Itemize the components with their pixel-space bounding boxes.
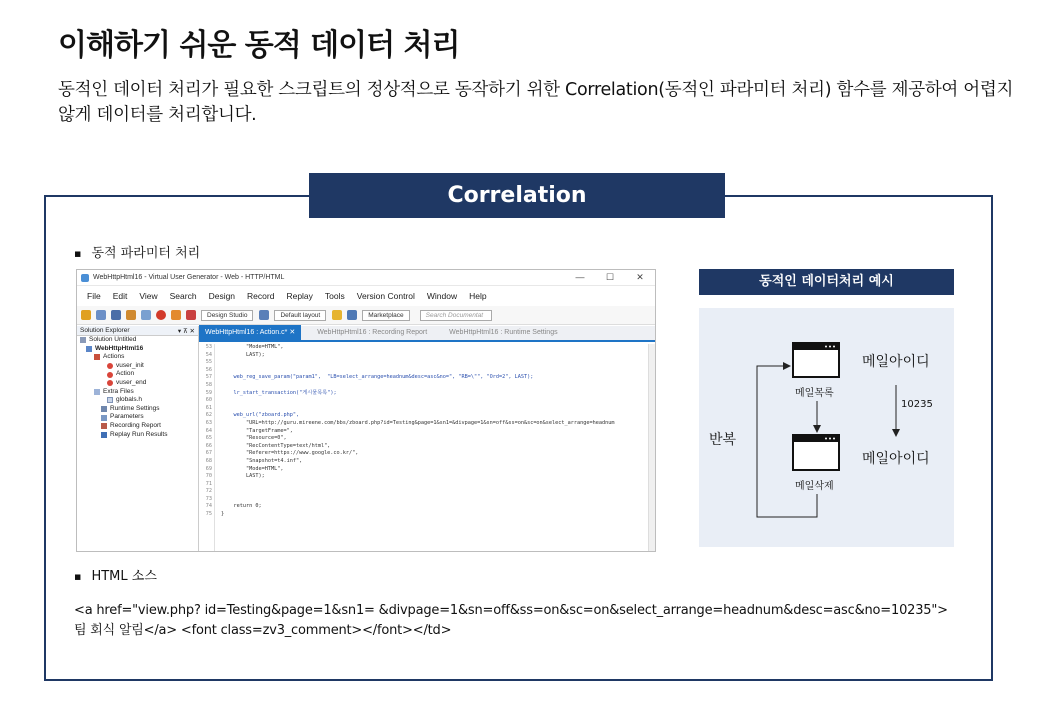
editor-tabs [199, 326, 655, 342]
minimize-button[interactable]: — [575, 272, 585, 282]
bulb-icon[interactable] [332, 310, 342, 320]
label-mail-id-top: 메일아이디 [862, 354, 930, 370]
settings-icon [101, 406, 107, 412]
line-number: 67 [205, 450, 212, 457]
example-panel [699, 308, 954, 547]
mail-list-window-icon [793, 343, 839, 377]
line-number: 63 [205, 419, 212, 426]
redo-icon[interactable] [141, 310, 151, 320]
line-number: 72 [205, 488, 212, 495]
close-button[interactable]: ✕ [636, 272, 644, 282]
label-repeat: 반복 [709, 432, 737, 448]
vugen-screenshot [76, 269, 656, 552]
code-line[interactable]: web_url("zboard.php", [221, 412, 300, 419]
menu-view[interactable]: View [139, 291, 158, 301]
menu-record[interactable]: Record [247, 291, 275, 301]
code-line[interactable] [221, 367, 615, 375]
new-script-icon[interactable] [81, 310, 91, 320]
action-icon [107, 372, 113, 378]
menu-help[interactable]: Help [469, 291, 487, 301]
menu-edit[interactable]: Edit [112, 291, 128, 301]
example-title: 동적인 데이터처리 예시 [699, 269, 954, 295]
tree-item-script[interactable]: WebHttpHtml16 [77, 345, 198, 354]
tree-item-parameters[interactable]: Parameters [77, 413, 198, 422]
label-mail-delete: 메일삭제 [795, 481, 834, 492]
line-numbers [199, 344, 215, 551]
line-number: 65 [205, 435, 212, 442]
tree-item-action[interactable]: Action [77, 370, 198, 379]
code-line[interactable]: "Snapshot=t4.inf", [221, 457, 303, 464]
tree-item-globals[interactable]: globals.h [77, 396, 198, 405]
menu-replay[interactable]: Replay [286, 291, 313, 301]
design-studio-button[interactable]: Design Studio [201, 310, 253, 321]
menu-version-control[interactable]: Version Control [356, 291, 415, 301]
grid-icon[interactable] [347, 310, 357, 320]
save-icon[interactable] [111, 310, 121, 320]
menu-tools[interactable]: Tools [324, 291, 345, 301]
tab-recording-report[interactable]: WebHttpHtml16 : Recording Report [317, 329, 428, 336]
maximize-button[interactable]: ☐ [605, 272, 615, 282]
file-icon [107, 397, 113, 403]
menu-design[interactable]: Design [208, 291, 236, 301]
code-line[interactable]: web_reg_save_param("param1", "LB=select_arrange=headnum&desc=asc&no=", "RB=\"", "Ord=2", LAST); [221, 374, 534, 381]
replay-icon[interactable] [171, 310, 181, 320]
window-title: WebHttpHtml16 - Virtual User Generator - Web - HTTP/HTML [93, 274, 285, 281]
example-diagram [699, 308, 954, 547]
tree-item-replay-results[interactable]: Replay Run Results [77, 431, 198, 440]
line-number: 75 [205, 511, 212, 518]
tree-item-recording-report[interactable]: Recording Report [77, 422, 198, 431]
code-line[interactable] [221, 359, 615, 367]
label-mail-list: 메일목록 [795, 388, 834, 399]
line-number: 68 [205, 457, 212, 464]
tree-item-vuser-init[interactable]: vuser_init [77, 362, 198, 371]
marketplace-button[interactable]: Marketplace [362, 310, 409, 321]
menu-window[interactable]: Window [426, 291, 458, 301]
tree-item-solution[interactable]: Solution Untitled [77, 336, 198, 345]
line-number: 64 [205, 427, 212, 434]
code-line[interactable]: "TargetFrame=", [221, 427, 293, 434]
menu-bar [77, 286, 655, 306]
html-source-line-2: 팀 회식 알림</a> <font class=zv3_comment></font></td> [74, 623, 452, 638]
code-line[interactable]: "RecContentType=text/html", [221, 442, 331, 449]
record-icon[interactable] [156, 310, 166, 320]
tree-item-vuser-end[interactable]: vuser_end [77, 379, 198, 388]
undo-icon[interactable] [126, 310, 136, 320]
code-line[interactable] [221, 488, 615, 496]
tree-item-actions[interactable]: Actions [77, 353, 198, 362]
tab-action[interactable]: WebHttpHtml16 : Action.c* ✕ [199, 325, 301, 341]
line-number: 73 [205, 495, 212, 502]
line-number: 60 [205, 397, 212, 404]
tab-runtime-settings[interactable]: WebHttpHtml16 : Runtime Settings [449, 329, 558, 336]
layout-select[interactable]: Default layout [274, 310, 326, 321]
code-line[interactable] [221, 382, 615, 390]
stop-icon[interactable] [186, 310, 196, 320]
bullet-dynamic-param: ▪ 동적 파라미터 처리 [74, 242, 200, 261]
html-source [74, 601, 989, 641]
code-editor [199, 326, 655, 551]
line-number: 71 [205, 480, 212, 487]
tree-item-extra-files[interactable]: Extra Files [77, 388, 198, 397]
line-number: 59 [205, 389, 212, 396]
window-titlebar [77, 270, 655, 286]
code-line[interactable]: LAST); [221, 473, 265, 480]
explorer-pin-controls[interactable]: ▾ ⊼ ✕ [177, 327, 195, 335]
explorer-title: Solution Explorer [80, 327, 130, 334]
label-value: 10235 [901, 399, 933, 410]
toolbar [77, 306, 655, 325]
line-number: 56 [205, 366, 212, 373]
html-source-line-1: <a href="view.php? id=Testing&page=1&sn1= &divpage=1&sn=off&ss=on&sc=on&select_arrange=headnum&desc=asc&no=10235"> [74, 603, 948, 618]
section-title: Correlation [309, 173, 725, 218]
code-line[interactable]: } [221, 511, 225, 518]
action-icon [107, 380, 113, 386]
line-number: 70 [205, 473, 212, 480]
results-icon [101, 432, 107, 438]
line-number: 62 [205, 412, 212, 419]
mail-delete-window-icon [793, 435, 839, 470]
search-input[interactable]: Search Documentat [420, 310, 492, 321]
vertical-scrollbar[interactable] [648, 344, 655, 551]
label-mail-id-bottom: 메일아이디 [862, 451, 930, 467]
script-icon [86, 346, 92, 352]
page-title: 이해하기 쉬운 동적 데이터 처리 [58, 28, 460, 63]
app-icon [81, 274, 89, 282]
actions-icon [94, 354, 100, 360]
line-number: 66 [205, 442, 212, 449]
code-line[interactable] [221, 405, 615, 413]
bullet-html-source: ▪ HTML 소스 [74, 565, 157, 584]
compile-icon[interactable] [259, 310, 269, 320]
code-line[interactable] [221, 496, 615, 504]
line-number: 55 [205, 359, 212, 366]
line-number: 69 [205, 465, 212, 472]
code-line[interactable] [221, 481, 615, 489]
code-line[interactable]: LAST); [221, 351, 265, 358]
menu-file[interactable]: File [87, 291, 101, 301]
menu-search[interactable]: Search [169, 291, 197, 301]
folder-icon [94, 389, 100, 395]
code-line[interactable]: "Mode=HTML", [221, 344, 284, 350]
code-line[interactable]: "Mode=HTML", [221, 465, 284, 472]
solution-explorer [77, 326, 199, 551]
code-line[interactable]: lr_start_transaction("게시물목록"); [221, 389, 337, 396]
tab-close-icon[interactable]: ✕ [289, 329, 296, 336]
line-number: 58 [205, 381, 212, 388]
open-icon[interactable] [96, 310, 106, 320]
report-icon [101, 423, 107, 429]
parameters-icon [101, 415, 107, 421]
tree-item-runtime-settings[interactable]: Runtime Settings [77, 405, 198, 414]
line-number: 53 [205, 344, 212, 350]
line-number: 54 [205, 351, 212, 358]
code-text[interactable] [215, 344, 615, 551]
code-line[interactable]: "URL=http://guru.mireene.com/bbs/zboard.php?id=Testing&page=1&sn1=&divpage=1&sn=off&ss=on&sc=on&select_arrange=headnum [221, 419, 615, 426]
line-number: 57 [205, 374, 212, 381]
code-line[interactable] [221, 397, 615, 405]
action-icon [107, 363, 113, 369]
code-line[interactable]: return 0; [221, 503, 262, 510]
line-number: 74 [205, 503, 212, 510]
code-line[interactable]: "Resource=0", [221, 435, 287, 442]
page-description: 동적인 데이터 처리가 필요한 스크립트의 정상적으로 동작하기 위한 Correlation(동적인 파라미터 처리) 함수를 제공하여 어렵지 않게 데이터를 처리합니다. [58, 80, 1014, 125]
code-line[interactable]: "Referer=https://www.google.co.kr/", [221, 450, 359, 457]
solution-icon [80, 337, 86, 343]
line-number: 61 [205, 404, 212, 411]
